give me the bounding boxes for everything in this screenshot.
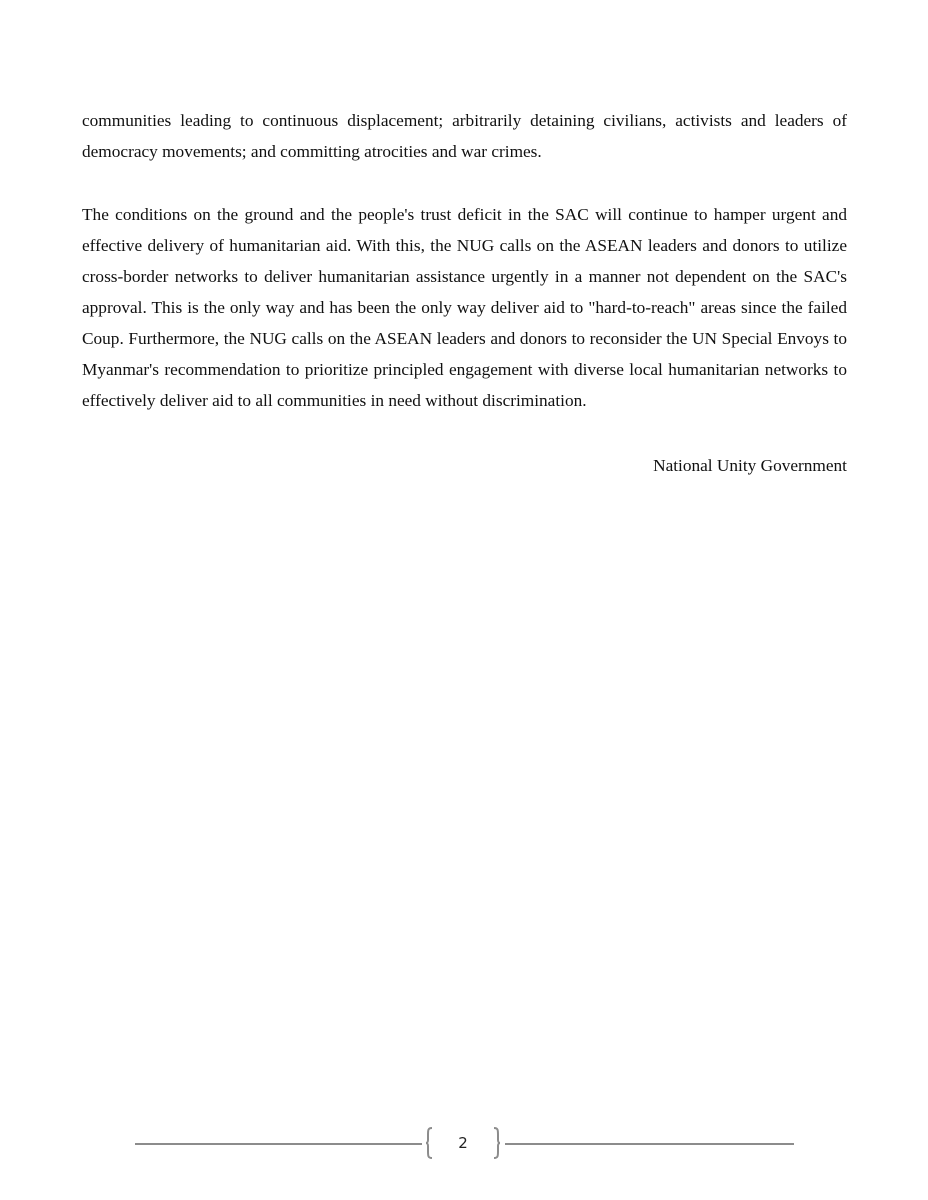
paragraph-humanitarian-aid: The conditions on the ground and the people's trust deficit in the SAC will continue to hamper urgent and effective delivery of humanitarian aid. With this, the NUG calls on the ASEAN leaders and donors to utilize cross-border networks to deliver humanitarian assistance urgently in a manner not dependent on the SAC's approval. This is the only way and has been the only way deliver aid to "hard-to-reach" areas since the failed Coup. Furthermore, the NUG calls on the ASEAN leaders and donors to reconsider the UN Special Envoys to Myanmar's recommendation to prioritize principled engagement with diverse local humanitarian networks to effectively deliver aid to all communities in need without discrimination. <box>82 205 847 410</box>
paragraph-continuation: communities leading to continuous displacement; arbitrarily detaining civilians, activists and leaders of democracy movements; and committing atrocities and war crimes. <box>82 111 847 161</box>
footer-rule-right <box>505 1143 794 1145</box>
page-number: 2 <box>458 1134 468 1152</box>
footer-right-brace-icon <box>493 1127 501 1159</box>
footer-rule-left <box>135 1143 422 1145</box>
signature-line: National Unity Government <box>653 456 847 475</box>
footer-left-brace-icon <box>425 1127 433 1159</box>
